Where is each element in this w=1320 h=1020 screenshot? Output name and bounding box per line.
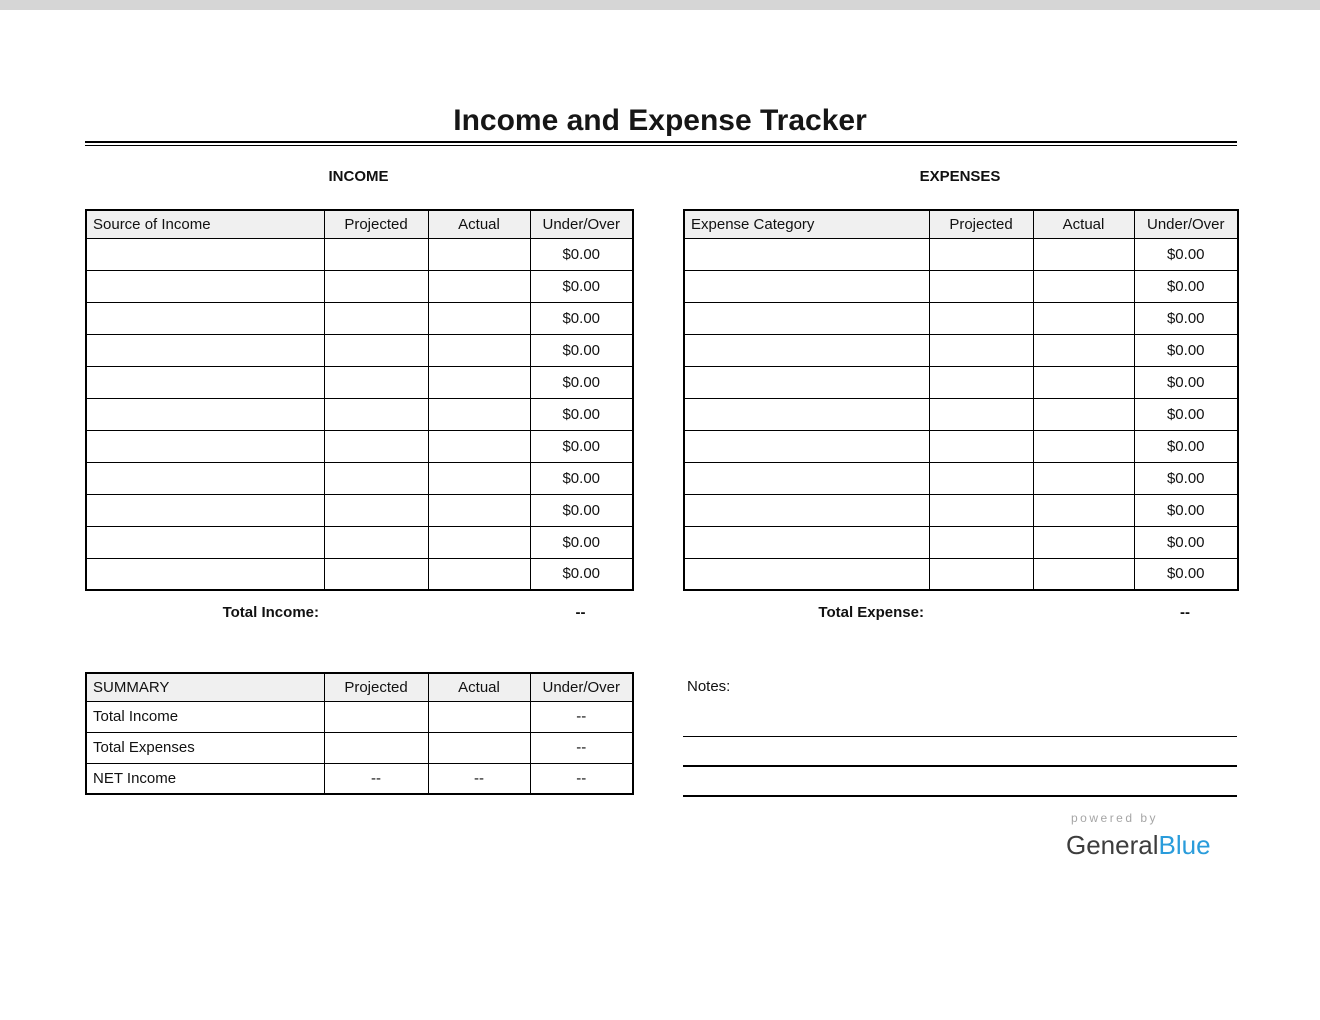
- expenses-header-projected: Projected: [929, 210, 1033, 238]
- expense-underover-cell: $0.00: [1134, 430, 1238, 462]
- income-underover-cell: $0.00: [530, 558, 633, 590]
- income-source-cell: [86, 302, 324, 334]
- expense-category-cell: [684, 558, 929, 590]
- expense-underover-cell: $0.00: [1134, 302, 1238, 334]
- expense-projected-cell: [929, 366, 1033, 398]
- expense-underover-cell: $0.00: [1134, 398, 1238, 430]
- expenses-row: [684, 270, 1238, 302]
- expenses-row: [684, 302, 1238, 334]
- income-actual-cell: [428, 302, 530, 334]
- income-underover-cell: $0.00: [530, 462, 633, 494]
- income-projected-cell: [324, 302, 428, 334]
- summary-label-cell: NET Income: [86, 763, 324, 794]
- summary-projected-cell: [324, 701, 428, 732]
- summary-header-row: [86, 673, 633, 701]
- expenses-row: [684, 238, 1238, 270]
- expense-category-cell: [684, 270, 929, 302]
- summary-actual-cell: [428, 732, 530, 763]
- expense-actual-cell: [1033, 430, 1134, 462]
- expense-projected-cell: [929, 430, 1033, 462]
- income-row: [86, 366, 633, 398]
- income-underover-cell: $0.00: [530, 334, 633, 366]
- income-source-cell: [86, 398, 324, 430]
- top-strip: [0, 0, 1320, 10]
- expenses-row: [684, 462, 1238, 494]
- expenses-row: [684, 558, 1238, 590]
- expense-category-cell: [684, 302, 929, 334]
- expense-projected-cell: [929, 302, 1033, 334]
- expense-category-cell: [684, 526, 929, 558]
- notes-line: [683, 765, 1237, 767]
- income-underover-cell: $0.00: [530, 270, 633, 302]
- income-underover-cell: $0.00: [530, 398, 633, 430]
- expenses-row: [684, 430, 1238, 462]
- summary-actual-cell: --: [428, 763, 530, 794]
- expenses-header-row: [684, 210, 1238, 238]
- income-source-cell: [86, 558, 324, 590]
- income-total-label: Total Income:: [222, 603, 319, 621]
- income-actual-cell: [428, 494, 530, 526]
- expense-projected-cell: [929, 462, 1033, 494]
- income-actual-cell: [428, 238, 530, 270]
- income-row: [86, 398, 633, 430]
- income-actual-cell: [428, 462, 530, 494]
- expenses-row: [684, 398, 1238, 430]
- notes-label: Notes:: [687, 678, 731, 695]
- income-projected-cell: [324, 558, 428, 590]
- title-divider: [85, 141, 1237, 146]
- expense-category-cell: [684, 398, 929, 430]
- expense-underover-cell: $0.00: [1134, 238, 1238, 270]
- expense-projected-cell: [929, 238, 1033, 270]
- income-projected-cell: [324, 334, 428, 366]
- income-row: [86, 494, 633, 526]
- income-actual-cell: [428, 526, 530, 558]
- brand-name-general: General: [1066, 830, 1159, 860]
- income-actual-cell: [428, 558, 530, 590]
- summary-actual-cell: [428, 701, 530, 732]
- expense-actual-cell: [1033, 398, 1134, 430]
- expense-underover-cell: $0.00: [1134, 462, 1238, 494]
- income-underover-cell: $0.00: [530, 526, 633, 558]
- expense-actual-cell: [1033, 238, 1134, 270]
- income-projected-cell: [324, 462, 428, 494]
- income-underover-cell: $0.00: [530, 494, 633, 526]
- income-header-row: [86, 210, 633, 238]
- summary-projected-cell: --: [324, 763, 428, 794]
- expense-actual-cell: [1033, 462, 1134, 494]
- expense-projected-cell: [929, 270, 1033, 302]
- expenses-row: [684, 526, 1238, 558]
- expense-projected-cell: [929, 398, 1033, 430]
- expense-actual-cell: [1033, 334, 1134, 366]
- income-row: [86, 558, 633, 590]
- expense-category-cell: [684, 430, 929, 462]
- income-header-source: Source of Income: [86, 210, 324, 238]
- income-underover-cell: $0.00: [530, 366, 633, 398]
- expense-total-value: --: [1180, 603, 1190, 621]
- income-source-cell: [86, 462, 324, 494]
- income-source-cell: [86, 430, 324, 462]
- expense-actual-cell: [1033, 270, 1134, 302]
- expense-actual-cell: [1033, 366, 1134, 398]
- expenses-row: [684, 366, 1238, 398]
- income-row: [86, 334, 633, 366]
- summary-header-actual: Actual: [428, 673, 530, 701]
- income-row: [86, 430, 633, 462]
- income-table: [85, 209, 634, 591]
- income-row: [86, 462, 633, 494]
- expenses-row: [684, 334, 1238, 366]
- income-underover-cell: $0.00: [530, 302, 633, 334]
- expense-projected-cell: [929, 558, 1033, 590]
- expense-underover-cell: $0.00: [1134, 270, 1238, 302]
- income-total-value: --: [575, 603, 586, 621]
- expense-category-cell: [684, 462, 929, 494]
- income-source-cell: [86, 334, 324, 366]
- income-row: [86, 238, 633, 270]
- income-actual-cell: [428, 430, 530, 462]
- income-source-cell: [86, 526, 324, 558]
- expense-projected-cell: [929, 494, 1033, 526]
- income-underover-cell: $0.00: [530, 430, 633, 462]
- powered-by-text: powered by: [1071, 811, 1159, 825]
- expense-total-row: [683, 598, 1237, 626]
- summary-header-title: SUMMARY: [86, 673, 324, 701]
- summary-projected-cell: [324, 732, 428, 763]
- income-row: [86, 302, 633, 334]
- income-actual-cell: [428, 366, 530, 398]
- income-source-cell: [86, 366, 324, 398]
- notes-line: [683, 795, 1237, 797]
- income-header-projected: Projected: [324, 210, 428, 238]
- income-source-cell: [86, 270, 324, 302]
- expense-category-cell: [684, 494, 929, 526]
- income-actual-cell: [428, 270, 530, 302]
- summary-row-total-expenses: [86, 732, 633, 763]
- income-projected-cell: [324, 270, 428, 302]
- expense-underover-cell: $0.00: [1134, 558, 1238, 590]
- brand-name-blue: Blue: [1158, 830, 1211, 860]
- page-title: Income and Expense Tracker: [453, 104, 867, 137]
- expense-actual-cell: [1033, 494, 1134, 526]
- summary-table: [85, 672, 634, 795]
- summary-underover-cell: --: [530, 701, 633, 732]
- summary-header-underover: Under/Over: [530, 673, 633, 701]
- income-underover-cell: $0.00: [530, 238, 633, 270]
- income-projected-cell: [324, 494, 428, 526]
- expenses-header-underover: Under/Over: [1134, 210, 1238, 238]
- income-projected-cell: [324, 526, 428, 558]
- expense-underover-cell: $0.00: [1134, 334, 1238, 366]
- summary-header-projected: Projected: [324, 673, 428, 701]
- summary-label-cell: Total Income: [86, 701, 324, 732]
- expense-underover-cell: $0.00: [1134, 366, 1238, 398]
- income-header-actual: Actual: [428, 210, 530, 238]
- expense-actual-cell: [1033, 302, 1134, 334]
- income-total-row: [85, 598, 632, 626]
- expense-category-cell: [684, 334, 929, 366]
- expense-actual-cell: [1033, 558, 1134, 590]
- income-section-label: INCOME: [328, 168, 389, 185]
- income-actual-cell: [428, 398, 530, 430]
- summary-row-total-income: [86, 701, 633, 732]
- expense-projected-cell: [929, 526, 1033, 558]
- expenses-table: [683, 209, 1239, 591]
- income-actual-cell: [428, 334, 530, 366]
- notes-line: [683, 736, 1237, 737]
- summary-underover-cell: --: [530, 732, 633, 763]
- expense-category-cell: [684, 238, 929, 270]
- income-header-underover: Under/Over: [530, 210, 633, 238]
- generalblue-logo: [1066, 830, 1211, 861]
- summary-row-net-income: [86, 763, 633, 794]
- expenses-header-category: Expense Category: [684, 210, 929, 238]
- expense-category-cell: [684, 366, 929, 398]
- expenses-row: [684, 494, 1238, 526]
- income-source-cell: [86, 494, 324, 526]
- summary-label-cell: Total Expenses: [86, 732, 324, 763]
- income-projected-cell: [324, 398, 428, 430]
- income-projected-cell: [324, 430, 428, 462]
- income-row: [86, 526, 633, 558]
- summary-underover-cell: --: [530, 763, 633, 794]
- expense-underover-cell: $0.00: [1134, 526, 1238, 558]
- expenses-header-actual: Actual: [1033, 210, 1134, 238]
- expense-projected-cell: [929, 334, 1033, 366]
- expense-actual-cell: [1033, 526, 1134, 558]
- income-row: [86, 270, 633, 302]
- income-source-cell: [86, 238, 324, 270]
- expense-underover-cell: $0.00: [1134, 494, 1238, 526]
- expenses-section-label: EXPENSES: [919, 168, 1001, 185]
- expense-total-label: Total Expense:: [818, 603, 924, 621]
- income-projected-cell: [324, 238, 428, 270]
- income-projected-cell: [324, 366, 428, 398]
